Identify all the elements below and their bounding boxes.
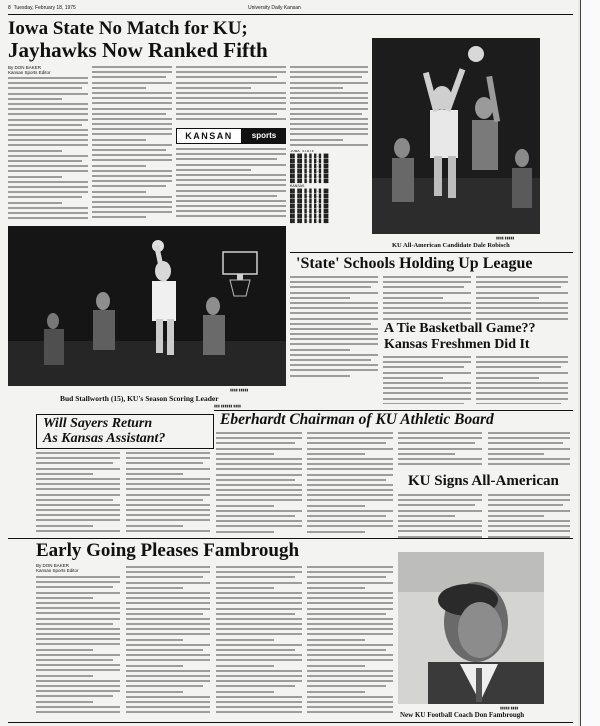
tie-game-headline-line2: Kansas Freshmen Did It: [384, 337, 530, 352]
basketball-action-image: [372, 38, 540, 234]
fambrough-portrait-image: [398, 552, 544, 704]
sayers-headline-line2: As Kansas Assistant?: [43, 431, 166, 446]
tie-game-headline-line1: A Tie Basketball Game??: [384, 321, 536, 336]
bottom-rule: [8, 722, 573, 723]
folio-page-date: [8, 5, 76, 11]
lead-story-column-4: [290, 66, 368, 148]
fambrough-column-2: [126, 566, 210, 718]
state-schools-headline: 'State' Schools Holding Up League: [296, 255, 533, 272]
state-schools-top-rule: [290, 252, 573, 253]
box-score-team2: KANSAS: [290, 185, 305, 189]
state-schools-column-1: [290, 276, 378, 380]
stallworth-photo: [8, 226, 286, 386]
all-american-column-1: [398, 494, 482, 538]
eberhardt-column-1: [216, 432, 302, 536]
eberhardt-headline: Eberhardt Chairman of KU Athletic Board: [220, 411, 494, 428]
adjacent-page-edge: [580, 0, 600, 726]
fambrough-column-3: [216, 566, 302, 718]
lead-story-column-2: [92, 66, 172, 221]
sports-section-label: sports: [242, 128, 286, 144]
all-american-headline: KU Signs All-American: [408, 473, 559, 489]
fambrough-byline-title: Kansan Sports Editor: [36, 568, 79, 573]
robisch-photo-credit: ▮▮▮▮ ▮▮▮▮▮: [496, 236, 515, 240]
lead-story-column-3-bottom: [176, 148, 286, 221]
fambrough-photo-credit: ▮▮▮▮▮ ▮▮▮▮: [500, 706, 519, 710]
sayers-headline-box: [36, 414, 214, 449]
lead-byline-title: Kansan Sports Editor: [8, 70, 51, 75]
top-rule: [8, 14, 573, 15]
eberhardt-column-2: [307, 432, 393, 536]
lead-headline-line2: Jayhawks Now Ranked Fifth: [8, 38, 268, 62]
fambrough-photo: [398, 552, 544, 704]
kansan-sports-logo: [176, 128, 286, 142]
box-score: IOWA STATE ██ ██ █-█ █-█ ██ ██ ██ █-█ █-█ ██ ██ ██ █-█ █-█ ██ ██ ██ █-█ █-█ ██ ██ ██ █-█ █-█ ██ ██ ██ █-█ █-█ ██ KANSAS ██ ██ █-█ █-█ ██ ██ ██ █-█ █-█ ██ ██ ██ █-█ █-█ ██ ██ ██ █-█ █-█ ██ ██ ██ █-█ █-█ ██ ██ ██ █-█ █-█ ██ ██ ██ █-█ █-█ ██: [290, 150, 329, 224]
tie-game-column-1: [383, 356, 471, 404]
kansan-wordmark: KANSAN: [176, 128, 242, 144]
fambrough-photo-caption: New KU Football Coach Don Fambrough: [400, 711, 525, 719]
lead-story-column-3-top: [176, 66, 286, 124]
eberhardt-column-4: [488, 432, 570, 470]
tie-game-column-2: [476, 356, 568, 404]
state-schools-column-2: [383, 276, 471, 320]
eberhardt-column-3: [398, 432, 482, 470]
stallworth-photo-caption: Bud Stallworth (15), KU's Season Scoring Leader: [60, 394, 219, 403]
stallworth-cutline-note: ▮▮▮ ▮▮▮▮▮▮ ▮▮▮▮: [214, 404, 241, 408]
all-american-column-2: [488, 494, 570, 538]
fambrough-column-1: [36, 576, 120, 718]
lead-byline: [8, 65, 51, 75]
lead-story-column-1: [8, 77, 88, 221]
state-schools-column-3: [476, 276, 568, 320]
stallworth-shot-image: [8, 226, 286, 386]
folio-page-number: 8: [8, 5, 11, 11]
fambrough-byline-name: By DON BAKER: [36, 563, 70, 568]
robisch-photo-caption: KU All-American Candidate Dale Robisch: [392, 242, 510, 249]
robisch-photo: [372, 38, 540, 234]
folio-date: Tuesday, February 18, 1975: [13, 5, 76, 11]
fambrough-column-4: [307, 566, 393, 718]
sayers-column-1: [36, 452, 120, 534]
sayers-headline-line1: Will Sayers Return: [43, 416, 153, 431]
lead-byline-name: By DON BAKER: [8, 65, 42, 70]
fambrough-byline: [36, 563, 79, 573]
sayers-column-2: [126, 452, 210, 534]
fambrough-top-rule: [8, 538, 573, 539]
page-folio: [8, 5, 573, 13]
box-score-team1: IOWA STATE: [290, 150, 315, 154]
fambrough-headline: Early Going Pleases Fambrough: [36, 540, 300, 561]
lead-headline-line1: Iowa State No Match for KU;: [8, 18, 248, 39]
stallworth-photo-credit: ▮▮▮▮ ▮▮▮▮▮: [230, 388, 249, 392]
folio-paper-name: University Daily Kansan: [248, 5, 301, 11]
